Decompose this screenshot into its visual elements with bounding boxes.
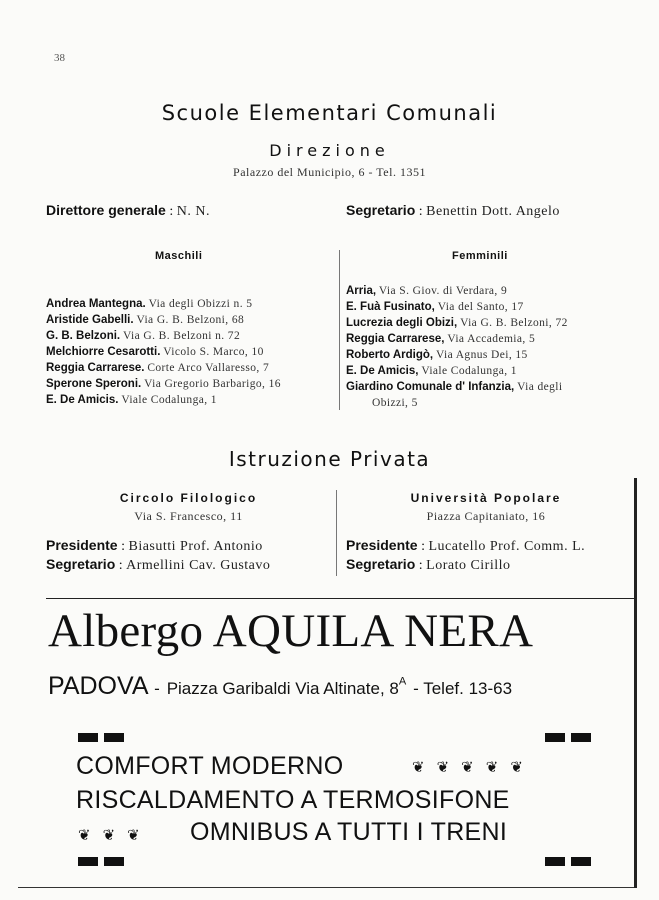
advert-top-rule xyxy=(46,598,634,599)
decorative-bar xyxy=(104,857,124,866)
direzione-address: Palazzo del Municipio, 6 - Tel. 1351 xyxy=(233,165,426,179)
list-item: Roberto Ardigò, Via Agnus Dei, 15 xyxy=(346,349,528,361)
universita-heading: Università Popolare xyxy=(410,491,562,505)
list-item: Lucrezia degli Obizi, Via G. B. Belzoni, 72 xyxy=(346,317,568,329)
advert-address: Piazza Garibaldi Via Altinate, 8 xyxy=(166,679,399,698)
universita-secretary-row: Segretario : Lorato Cirillo xyxy=(346,556,511,573)
circolo-president-row: Presidente : Biasutti Prof. Antonio xyxy=(46,537,263,554)
circolo-heading: Circolo Filologico xyxy=(119,491,258,505)
director-row: Direttore generale : N. N. xyxy=(46,202,210,219)
circolo-address: Via S. Francesco, 11 xyxy=(134,509,243,523)
list-item: E. De Amicis, Viale Codalunga, 1 xyxy=(346,365,517,377)
advert-phone: - Telef. 13-63 xyxy=(413,679,513,698)
female-schools-list xyxy=(346,283,568,411)
decorative-bar xyxy=(545,857,565,866)
column-divider-private xyxy=(336,490,337,576)
list-item: Sperone Speroni. Via Gregorio Barbarigo, 16 xyxy=(46,378,281,390)
femminili-heading: Femminili xyxy=(452,250,508,262)
universita-address: Piazza Capitaniato, 16 xyxy=(426,509,546,523)
circolo-secretary-row: Segretario : Armellini Cav. Gustavo xyxy=(46,556,271,573)
male-schools-list xyxy=(46,296,281,408)
maschili-heading: Maschili xyxy=(155,250,203,262)
decorative-bar xyxy=(545,733,565,742)
list-item: Reggia Carrarese. Corte Arco Vallaresso, 7 xyxy=(46,362,270,374)
advert-title: Albergo AQUILA NERA xyxy=(48,605,534,657)
section-title-scuole: Scuole Elementari Comunali xyxy=(161,101,498,125)
advert-line-comfort: COMFORT MODERNO xyxy=(76,752,344,780)
list-item: E. De Amicis. Viale Codalunga, 1 xyxy=(46,394,217,406)
secretary-label: Segretario xyxy=(346,202,416,218)
advert-line-omnibus: OMNIBUS A TUTTI I TRENI xyxy=(190,818,508,846)
advert-line-riscaldamento: RISCALDAMENTO A TERMOSIFONE xyxy=(76,786,510,814)
page-number: 38 xyxy=(54,52,65,64)
secretary-value: Benettin Dott. Angelo xyxy=(426,204,560,219)
advert-bottom-rule xyxy=(18,887,634,888)
list-item: Reggia Carrarese, Via Accademia, 5 xyxy=(346,333,536,345)
list-item: Aristide Gabelli. Via G. B. Belzoni, 68 xyxy=(46,314,245,326)
director-value: N. N. xyxy=(176,204,210,219)
advert-address-sup: A xyxy=(398,675,407,688)
decorative-bar xyxy=(104,733,124,742)
list-item: Melchiorre Cesarotti. Vicolo S. Marco, 10 xyxy=(46,346,264,358)
universita-president-row: Presidente : Lucatello Prof. Comm. L. xyxy=(346,537,586,554)
list-item-continuation: Obizzi, 5 xyxy=(372,397,418,409)
list-item: Arria, Via S. Giov. di Verdara, 9 xyxy=(346,285,508,297)
advert-right-border xyxy=(634,478,637,888)
decorative-bar xyxy=(571,857,591,866)
secretary-row: Segretario : Benettin Dott. Angelo xyxy=(346,202,560,219)
decorative-bar xyxy=(78,733,98,742)
advert-dash: - xyxy=(154,679,160,698)
section-title-istruzione: Istruzione Privata xyxy=(228,447,431,471)
list-item: Andrea Mantegna. Via degli Obizzi n. 5 xyxy=(46,298,253,310)
director-label: Direttore generale xyxy=(46,202,166,218)
ornament-row-2: ❦ ❦ ❦ xyxy=(78,826,140,844)
advert-city: PADOVA xyxy=(48,672,148,700)
direzione-heading: Direzione xyxy=(269,141,390,160)
list-item: E. Fuà Fusinato, Via del Santo, 17 xyxy=(346,301,524,313)
list-item: Giardino Comunale d' Infanzia, Via degli xyxy=(346,381,563,393)
ornament-row-1: ❦ ❦ ❦ ❦ ❦ xyxy=(412,758,523,776)
decorative-bar xyxy=(78,857,98,866)
advert-address-line xyxy=(48,672,512,701)
list-item: G. B. Belzoni. Via G. B. Belzoni n. 72 xyxy=(46,330,241,342)
column-divider xyxy=(339,250,340,410)
decorative-bar xyxy=(571,733,591,742)
